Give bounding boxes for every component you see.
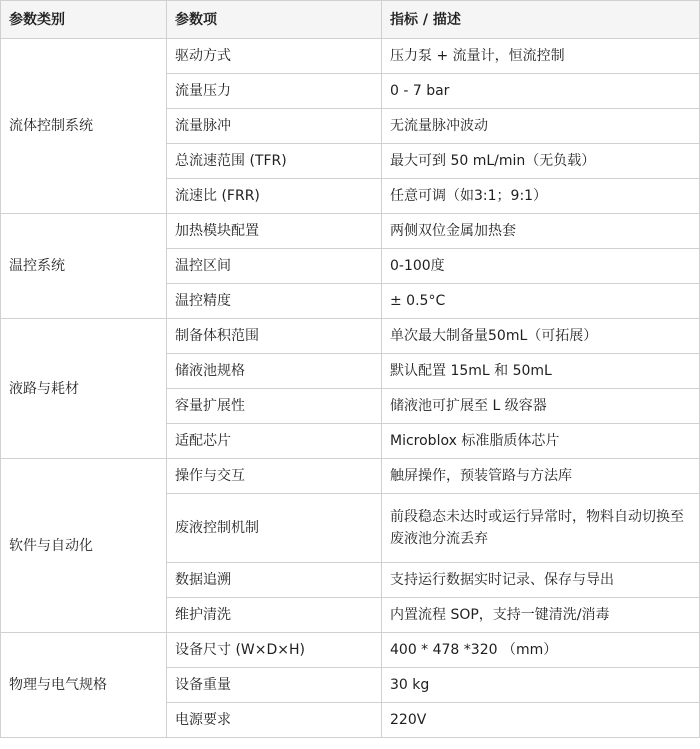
value-cell: 两侧双位金属加热套: [382, 214, 700, 249]
header-category: 参数类别: [1, 1, 167, 39]
item-cell: 流量脉冲: [167, 109, 382, 144]
value-cell: 220V: [382, 703, 700, 738]
header-row: [1, 1, 700, 39]
value-cell: 最大可到 50 mL/min（无负载）: [382, 144, 700, 179]
value-cell: 0-100度: [382, 249, 700, 284]
item-cell: 流速比 (FRR): [167, 179, 382, 214]
item-cell: 流量压力: [167, 74, 382, 109]
value-cell: 触屏操作，预装管路与方法库: [382, 459, 700, 494]
item-cell: 容量扩展性: [167, 389, 382, 424]
value-cell: 默认配置 15mL 和 50mL: [382, 354, 700, 389]
value-cell: Microblox 标准脂质体芯片: [382, 424, 700, 459]
item-cell: 温控精度: [167, 284, 382, 319]
item-cell: 适配芯片: [167, 424, 382, 459]
value-cell: 压力泵 + 流量计，恒流控制: [382, 39, 700, 74]
item-cell: 驱动方式: [167, 39, 382, 74]
item-cell: 维护清洗: [167, 598, 382, 633]
table-row: [1, 214, 700, 249]
item-cell: 设备尺寸 (W×D×H): [167, 633, 382, 668]
header-value: 指标 / 描述: [382, 1, 700, 39]
value-cell: 支持运行数据实时记录、保存与导出: [382, 563, 700, 598]
value-cell: 30 kg: [382, 668, 700, 703]
category-cell: 温控系统: [1, 214, 167, 319]
header-item: 参数项: [167, 1, 382, 39]
item-cell: 数据追溯: [167, 563, 382, 598]
category-cell: 物理与电气规格: [1, 633, 167, 738]
value-cell: 400 * 478 *320 （mm）: [382, 633, 700, 668]
value-cell: 0 - 7 bar: [382, 74, 700, 109]
item-cell: 储液池规格: [167, 354, 382, 389]
value-cell: ± 0.5°C: [382, 284, 700, 319]
category-cell: 液路与耗材: [1, 319, 167, 459]
value-cell: 无流量脉冲波动: [382, 109, 700, 144]
category-cell: 软件与自动化: [1, 459, 167, 633]
value-cell: 前段稳态未达时或运行异常时，物料自动切换至废液池分流丢弃: [382, 494, 700, 563]
item-cell: 总流速范围 (TFR): [167, 144, 382, 179]
value-cell: 单次最大制备量50mL（可拓展）: [382, 319, 700, 354]
value-cell: 任意可调（如3:1；9:1）: [382, 179, 700, 214]
item-cell: 废液控制机制: [167, 494, 382, 563]
table-row: [1, 633, 700, 668]
table-body: [1, 39, 700, 738]
table-row: [1, 319, 700, 354]
table-row: [1, 39, 700, 74]
item-cell: 温控区间: [167, 249, 382, 284]
category-cell: 流体控制系统: [1, 39, 167, 214]
item-cell: 加热模块配置: [167, 214, 382, 249]
item-cell: 设备重量: [167, 668, 382, 703]
item-cell: 制备体积范围: [167, 319, 382, 354]
value-cell: 储液池可扩展至 L 级容器: [382, 389, 700, 424]
value-cell: 内置流程 SOP，支持一键清洗/消毒: [382, 598, 700, 633]
table-row: [1, 459, 700, 494]
table-header: [1, 1, 700, 39]
item-cell: 操作与交互: [167, 459, 382, 494]
item-cell: 电源要求: [167, 703, 382, 738]
